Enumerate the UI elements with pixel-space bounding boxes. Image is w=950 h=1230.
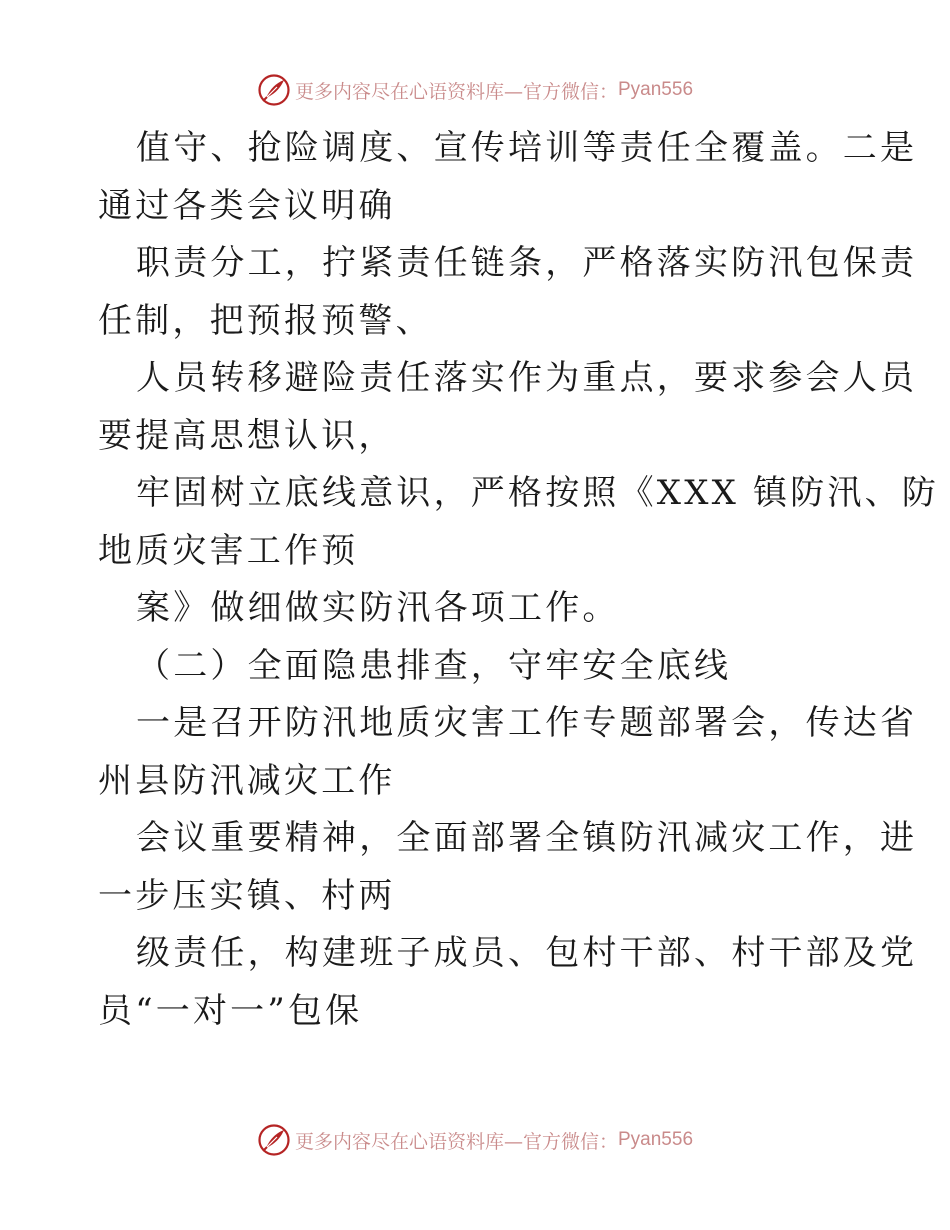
text-line: 牢固树立底线意识，严格按照《XXX 镇防汛、防 (136, 473, 940, 513)
text-line: 案》做细做实防汛各项工作。 (136, 588, 620, 628)
watermark-text: 更多内容尽在心语资料库—官方微信： (294, 1130, 618, 1153)
text-line: 要提高思想认识， (98, 415, 396, 456)
text-line: 通过各类会议明确 (98, 185, 396, 226)
text-line: 职责分工，拧紧责任链条，严格落实防汛包保责 (136, 243, 918, 283)
text-line: 值守、抢险调度、宣传培训等责任全覆盖。二是 (136, 128, 918, 168)
text-line: 一步压实镇、村两 (98, 875, 396, 916)
watermark-wechat-id: Pyan556 (618, 79, 694, 100)
text-line: 一是召开防汛地质灾害工作专题部署会，传达省 (136, 703, 918, 743)
text-line: 级责任，构建班子成员、包村干部、村干部及党 (136, 933, 918, 973)
text-line: 会议重要精神，全面部署全镇防汛减灾工作，进 (136, 818, 918, 858)
body-text (98, 120, 940, 1040)
watermark-wechat-id: Pyan556 (618, 1129, 694, 1150)
text-line: 州县防汛减灾工作 (98, 760, 396, 801)
text-line: 人员转移避险责任落实作为重点，要求参会人员 (136, 358, 918, 398)
footer-watermark (0, 1122, 950, 1158)
feather-pen-logo-icon (257, 1123, 291, 1157)
text-line: 员“一对一”包保 (98, 990, 363, 1031)
watermark-text: 更多内容尽在心语资料库—官方微信： (294, 80, 618, 103)
section-heading: （二）全面隐患排查，守牢安全底线 (136, 645, 732, 686)
text-line: 地质灾害工作预 (98, 530, 359, 571)
header-watermark (0, 72, 950, 108)
text-line: 任制，把预报预警、 (98, 300, 433, 341)
feather-pen-logo-icon (257, 73, 291, 107)
